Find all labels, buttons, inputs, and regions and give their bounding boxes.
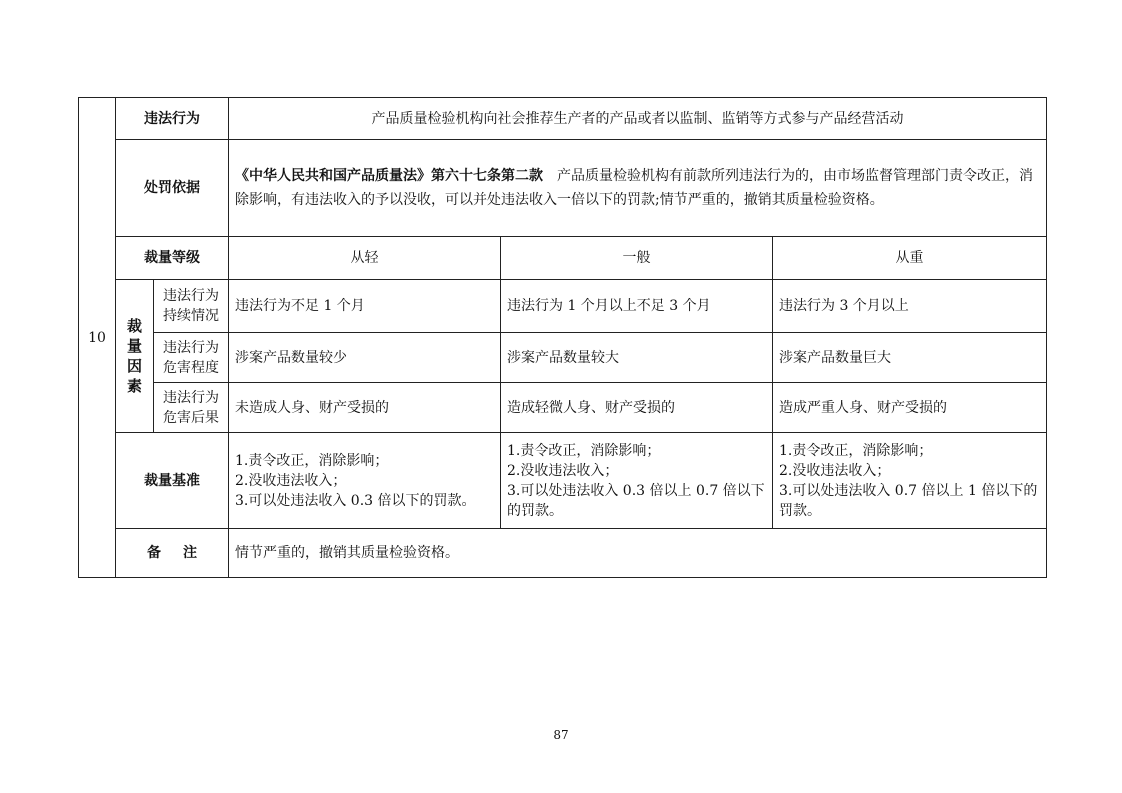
standard-cell	[229, 433, 501, 529]
factor-cell: 违法行为不足 1 个月	[229, 280, 501, 333]
factor-cell: 造成严重人身、财产受损的	[773, 383, 1047, 433]
factors-label-char: 因	[126, 357, 142, 375]
factor-cell: 涉案产品数量巨大	[773, 333, 1047, 383]
remark-row	[79, 529, 1047, 578]
standard-label: 裁量基准	[116, 433, 229, 529]
factor-cell: 未造成人身、财产受损的	[229, 383, 501, 433]
level-heavy: 从重	[773, 237, 1047, 280]
basis-content	[229, 140, 1047, 237]
factor-name-line: 持续情况	[163, 308, 219, 324]
standard-line: 1.责令改正，消除影响；	[235, 452, 389, 469]
standard-line: 2.没收违法收入；	[235, 472, 347, 489]
penalty-table	[78, 97, 1047, 578]
page-number: 87	[553, 728, 569, 742]
remark-text: 情节严重的，撤销其质量检验资格。	[229, 529, 1047, 578]
factor-name-line: 违法行为	[163, 389, 219, 406]
standard-line: 1.责令改正，消除影响；	[507, 442, 661, 459]
standard-row	[79, 433, 1047, 529]
factor-cell: 涉案产品数量较少	[229, 333, 501, 383]
factor-row	[79, 383, 1047, 433]
basis-text: 产品质量检验机构有前款所列违法行为的，由市场监督管理部门责令改正，消除影响，有违法收入的予以没收，可以并处违法收入一倍以下的罚款;情节严重的，撤销其质量检验资格。	[235, 168, 1033, 208]
factor-name	[154, 333, 229, 383]
factor-cell: 造成轻微人身、财产受损的	[501, 383, 773, 433]
remark-label	[116, 529, 229, 578]
row-number: 10	[79, 98, 116, 578]
levels-label: 裁量等级	[116, 237, 229, 280]
factors-label	[116, 280, 154, 433]
basis-row	[79, 140, 1047, 237]
factor-row	[79, 333, 1047, 383]
factor-cell: 违法行为 1 个月以上不足 3 个月	[501, 280, 773, 333]
factors-label-char: 量	[126, 337, 142, 355]
standard-cell	[773, 433, 1047, 529]
factors-label-char: 裁	[126, 317, 142, 335]
level-light: 从轻	[229, 237, 501, 280]
basis-label: 处罚依据	[116, 140, 229, 237]
level-normal: 一般	[501, 237, 773, 280]
factor-name-line: 违法行为	[163, 339, 219, 356]
standard-line: 2.没收违法收入；	[779, 462, 891, 479]
standard-line: 3.可以处违法收入 0.3 倍以下的罚款。	[235, 492, 476, 509]
violation-label: 违法行为	[116, 98, 229, 140]
factor-name	[154, 280, 229, 333]
factor-name-line: 危害后果	[163, 409, 219, 426]
violation-text: 产品质量检验机构向社会推荐生产者的产品或者以监制、监销等方式参与产品经营活动	[229, 98, 1047, 140]
standard-line: 1.责令改正，消除影响；	[779, 442, 933, 459]
factor-name-line: 违法行为	[163, 288, 219, 304]
levels-row	[79, 237, 1047, 280]
remark-label-text: 备注	[147, 545, 219, 561]
factor-row	[79, 280, 1047, 333]
factors-label-char: 素	[126, 377, 142, 395]
standard-line: 2.没收违法收入；	[507, 462, 619, 479]
factor-name-line: 危害程度	[163, 359, 219, 376]
factor-cell: 违法行为 3 个月以上	[773, 280, 1047, 333]
standard-line: 3.可以处违法收入 0.3 倍以上 0.7 倍以下的罚款。	[507, 482, 765, 519]
factor-cell: 涉案产品数量较大	[501, 333, 773, 383]
violation-row	[79, 98, 1047, 140]
basis-law-title: 《中华人民共和国产品质量法》第六十七条第二款	[235, 168, 543, 184]
standard-line: 3.可以处违法收入 0.7 倍以上 1 倍以下的罚款。	[779, 482, 1038, 519]
factor-name	[154, 383, 229, 433]
standard-cell	[501, 433, 773, 529]
